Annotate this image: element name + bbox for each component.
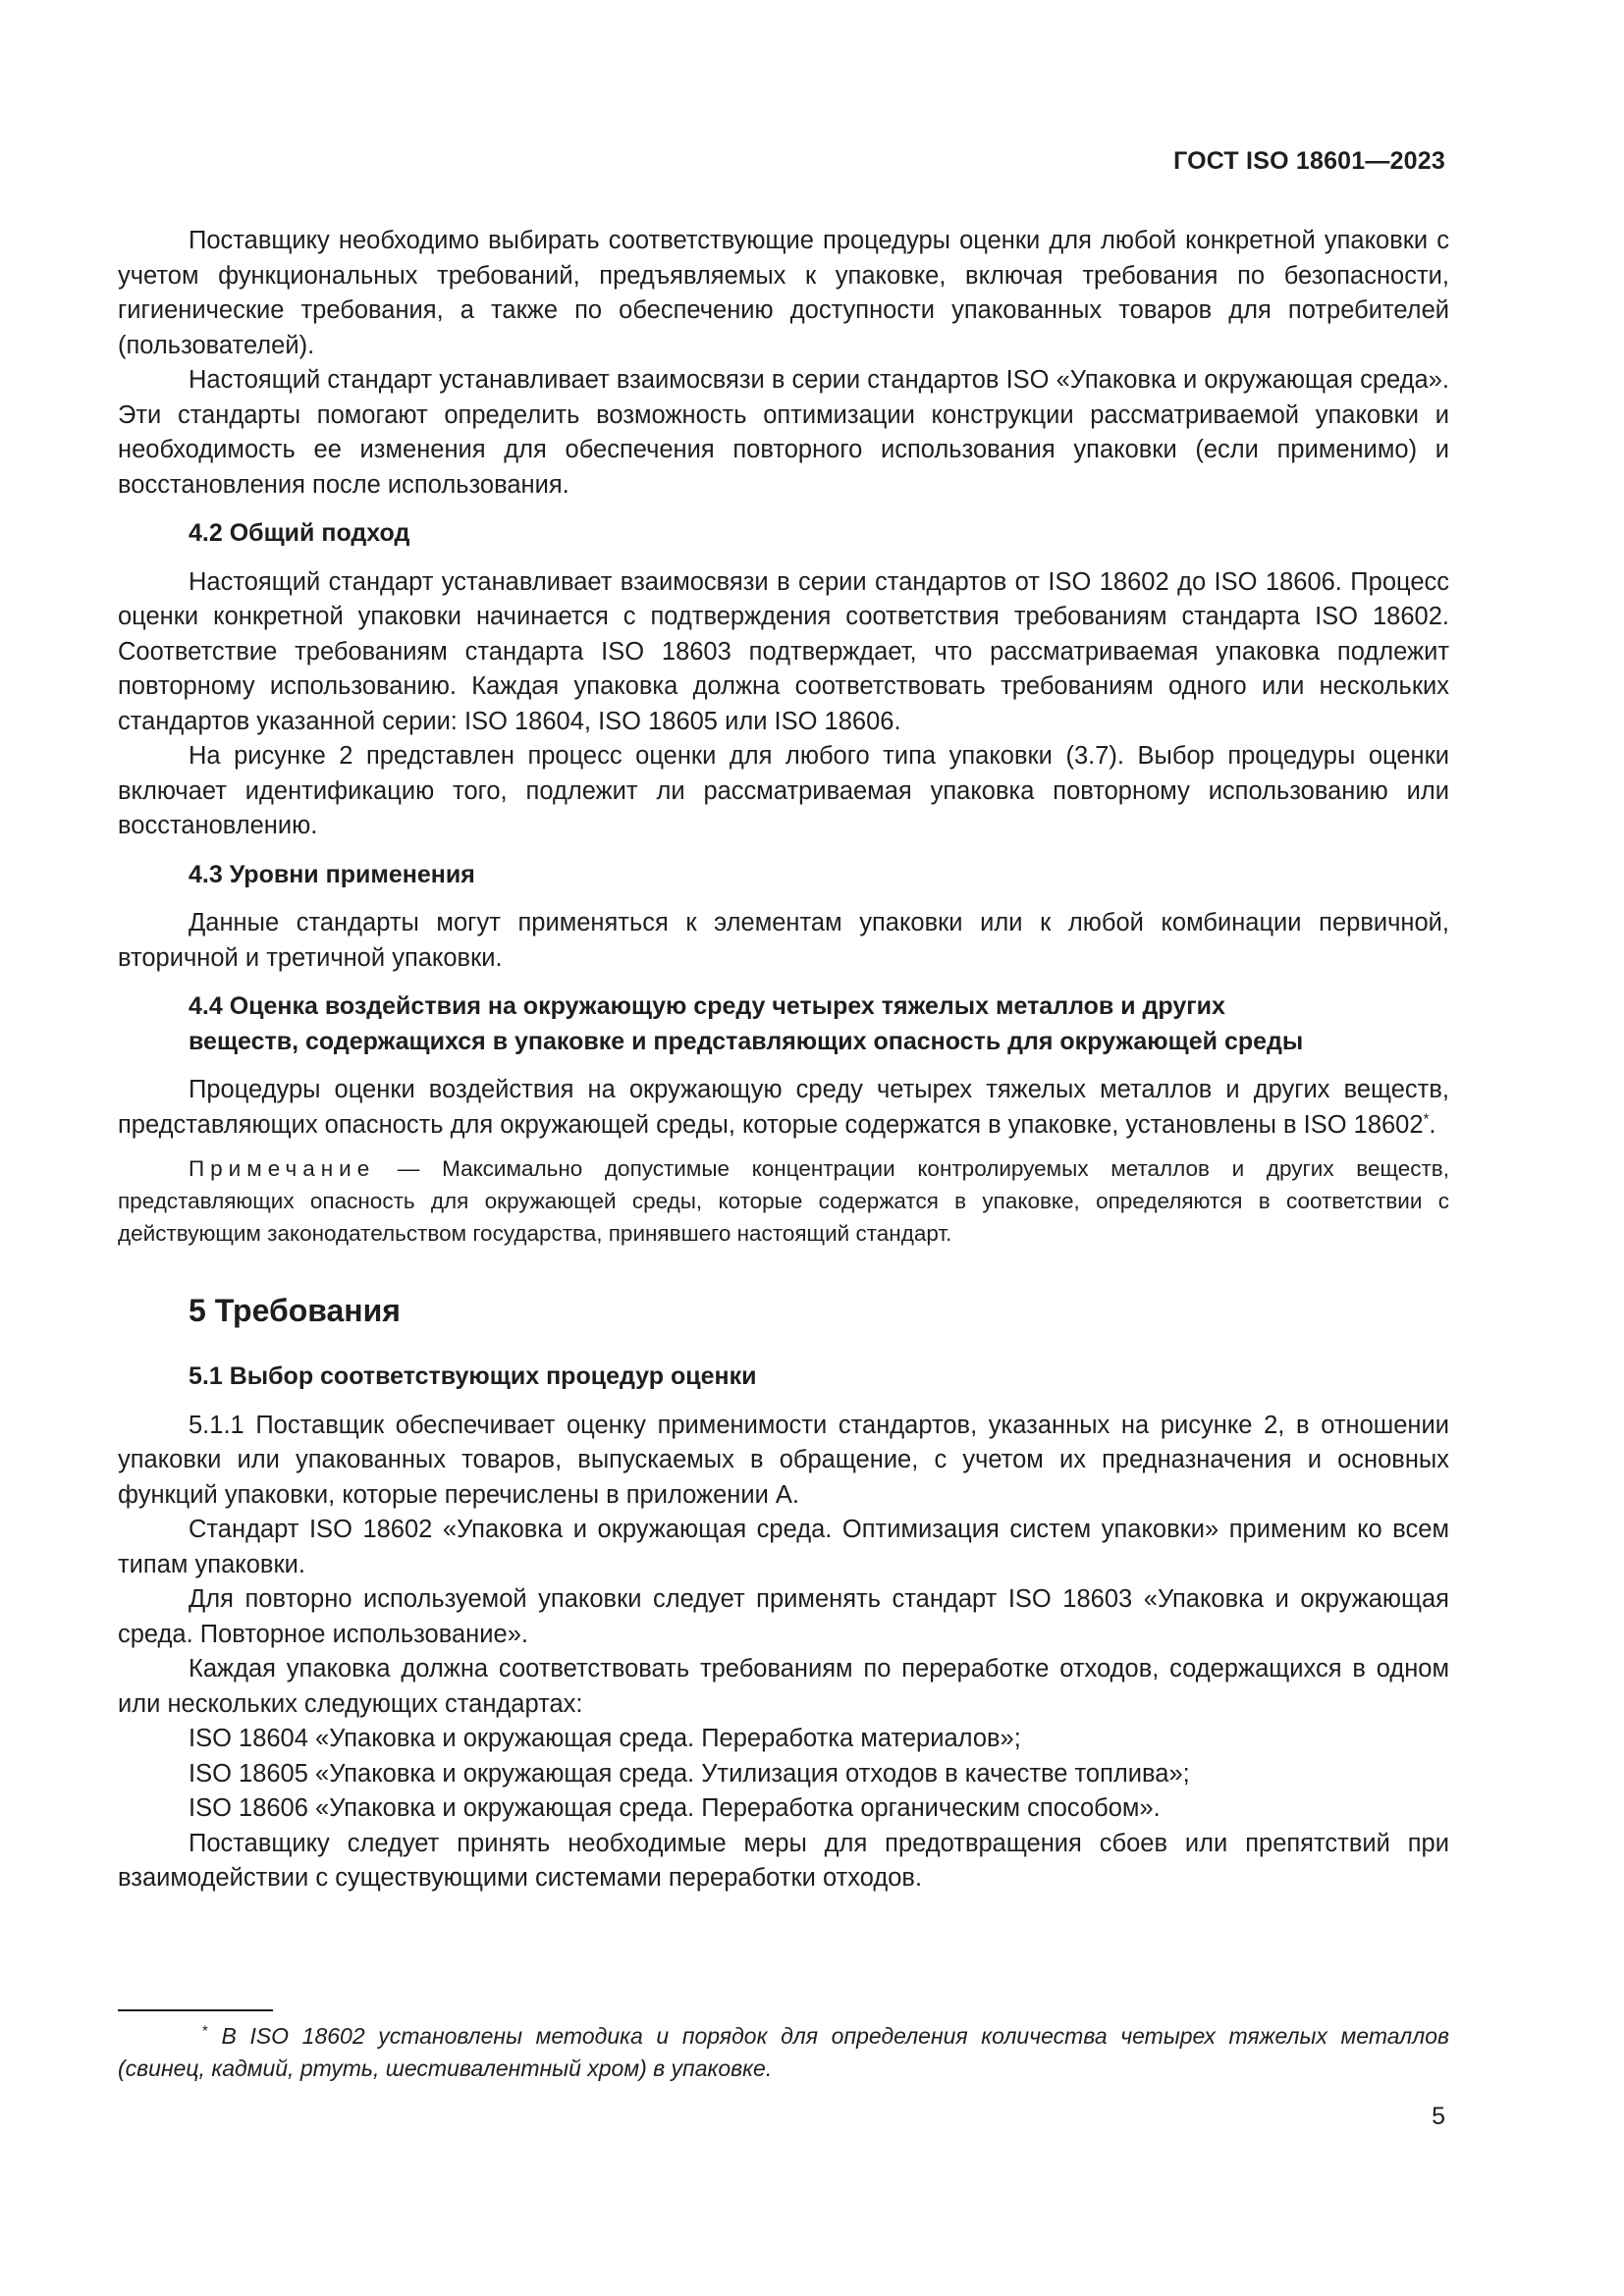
section-5-1-list-item-1: ISO 18604 «Упаковка и окружающая среда. Переработка материалов»;	[189, 1725, 1021, 1752]
section-4-3-paragraph-1: Данные стандарты могут применяться к элементам упаковки или к любой комбинации первичной, вторичной и третичной упаковки.	[118, 909, 1449, 972]
standard-header: ГОСТ ISO 18601—2023	[1173, 147, 1445, 175]
footnote-text: В ISO 18602 установлены методика и порядок для определения количества четырех тяжелых металлов (свинец, кадмий, ртуть, шестивалентный хром) в упаковке.	[118, 2023, 1449, 2081]
section-5-1-list-item-2: ISO 18605 «Упаковка и окружающая среда. Утилизация отходов в качестве топлива»;	[189, 1759, 1190, 1788]
section-4-2-paragraph-1: Настоящий стандарт устанавливает взаимосвязи в серии стандартов от ISO 18602 до ISO 18606. Процесс оценки конкретной упаковки начинается с подтверждения соответствия требованиям стандарта ISO 18602. Соответствие требованиям стандарта ISO 18603 подтверждает, что рассматриваемая упаковка подлежит повторному использованию. Каждая упаковка должна соответствовать требованиям одного или нескольких стандартов указанной серии: ISO 18604, ISO 18605 или ISO 18606.	[118, 567, 1449, 735]
section-5-1-paragraph-1: 5.1.1 Поставщик обеспечивает оценку применимости стандартов, указанных на рисунке 2, в отношении упаковки или упакованных товаров, выпускаемых в обращение, с учетом их предназначения и основных функций упаковки, которые перечислены в приложении А.	[118, 1411, 1449, 1509]
section-4-4-paragraph-1	[118, 1073, 1449, 1143]
section-4-2-paragraph-2: На рисунке 2 представлен процесс оценки для любого типа упаковки (3.7). Выбор процедуры оценки включает идентификацию того, подлежит ли рассматриваемая упаковка повторному использованию или восстановлению.	[118, 742, 1449, 839]
section-5-1-list-item-3: ISO 18606 «Упаковка и окружающая среда. Переработка органическим способом».	[189, 1794, 1161, 1822]
section-4-4-paragraph-end: .	[1429, 1110, 1436, 1139]
section-5-1-paragraph-2: Стандарт ISO 18602 «Упаковка и окружающая среда. Оптимизация систем упаковки» применим ко всем типам упаковки.	[118, 1516, 1449, 1578]
intro-paragraph-1: Поставщику необходимо выбирать соответствующие процедуры оценки для любой конкретной упаковки с учетом функциональных требований, предъявляемых к упаковке, включая требования по безопасности, гигиенические требования, а также по обеспечению доступности упакованных товаров для потребителей (пользователей).	[118, 227, 1449, 359]
section-5-title: 5 Требования	[189, 1293, 401, 1328]
section-4-2-title: 4.2 Общий подход	[189, 519, 410, 547]
section-4-3-title: 4.3 Уровни применения	[189, 860, 475, 888]
section-4-4-paragraph-text: Процедуры оценки воздействия на окружающую среду четырех тяжелых металлов и других веществ, представляющих опасность для окружающей среды, которые содержатся в упаковке, установлены в ISO 18602	[118, 1076, 1449, 1139]
section-4-4-title-line-1: 4.4 Оценка воздействия на окружающую среду четырех тяжелых металлов и других	[189, 992, 1225, 1020]
section-4-4-title	[189, 989, 1449, 1059]
footnote-mark: *	[202, 2022, 208, 2040]
footnote-reference[interactable]: *	[1423, 1110, 1430, 1127]
footnote-divider	[118, 2009, 273, 2011]
section-4-4-title-line-2: веществ, содержащихся в упаковке и представляющих опасность для окружающей среды	[189, 1027, 1304, 1055]
note-label: Примечание	[189, 1156, 376, 1181]
page-number: 5	[1432, 2103, 1445, 2130]
section-5-1-paragraph-5: Поставщику следует принять необходимые меры для предотвращения сбоев или препятствий при взаимодействии с существующими системами переработки отходов.	[118, 1829, 1449, 1892]
page-content	[118, 224, 1449, 1896]
footnote	[118, 2020, 1449, 2085]
section-5-1-paragraph-4: Каждая упаковка должна соответствовать требованиям по переработке отходов, содержащихся в одном или нескольких следующих стандартах:	[118, 1655, 1449, 1718]
section-5-1-paragraph-3: Для повторно используемой упаковки следует применять стандарт ISO 18603 «Упаковка и окружающая среда. Повторное использование».	[118, 1585, 1449, 1648]
note-text: — Максимально допустимые концентрации контролируемых металлов и других веществ, представляющих опасность для окружающей среды, которые содержатся в упаковке, определяются в соответствии с действующим законодательством государства, принявшего настоящий стандарт.	[118, 1156, 1449, 1246]
note	[118, 1152, 1449, 1250]
section-5-1-title: 5.1 Выбор соответствующих процедур оценки	[189, 1362, 757, 1390]
intro-paragraph-2: Настоящий стандарт устанавливает взаимосвязи в серии стандартов ISO «Упаковка и окружающая среда». Эти стандарты помогают определить возможность оптимизации конструкции рассматриваемой упаковки и необходимость ее изменения для обеспечения повторного использования упаковки (если применимо) и восстановления после использования.	[118, 366, 1449, 499]
